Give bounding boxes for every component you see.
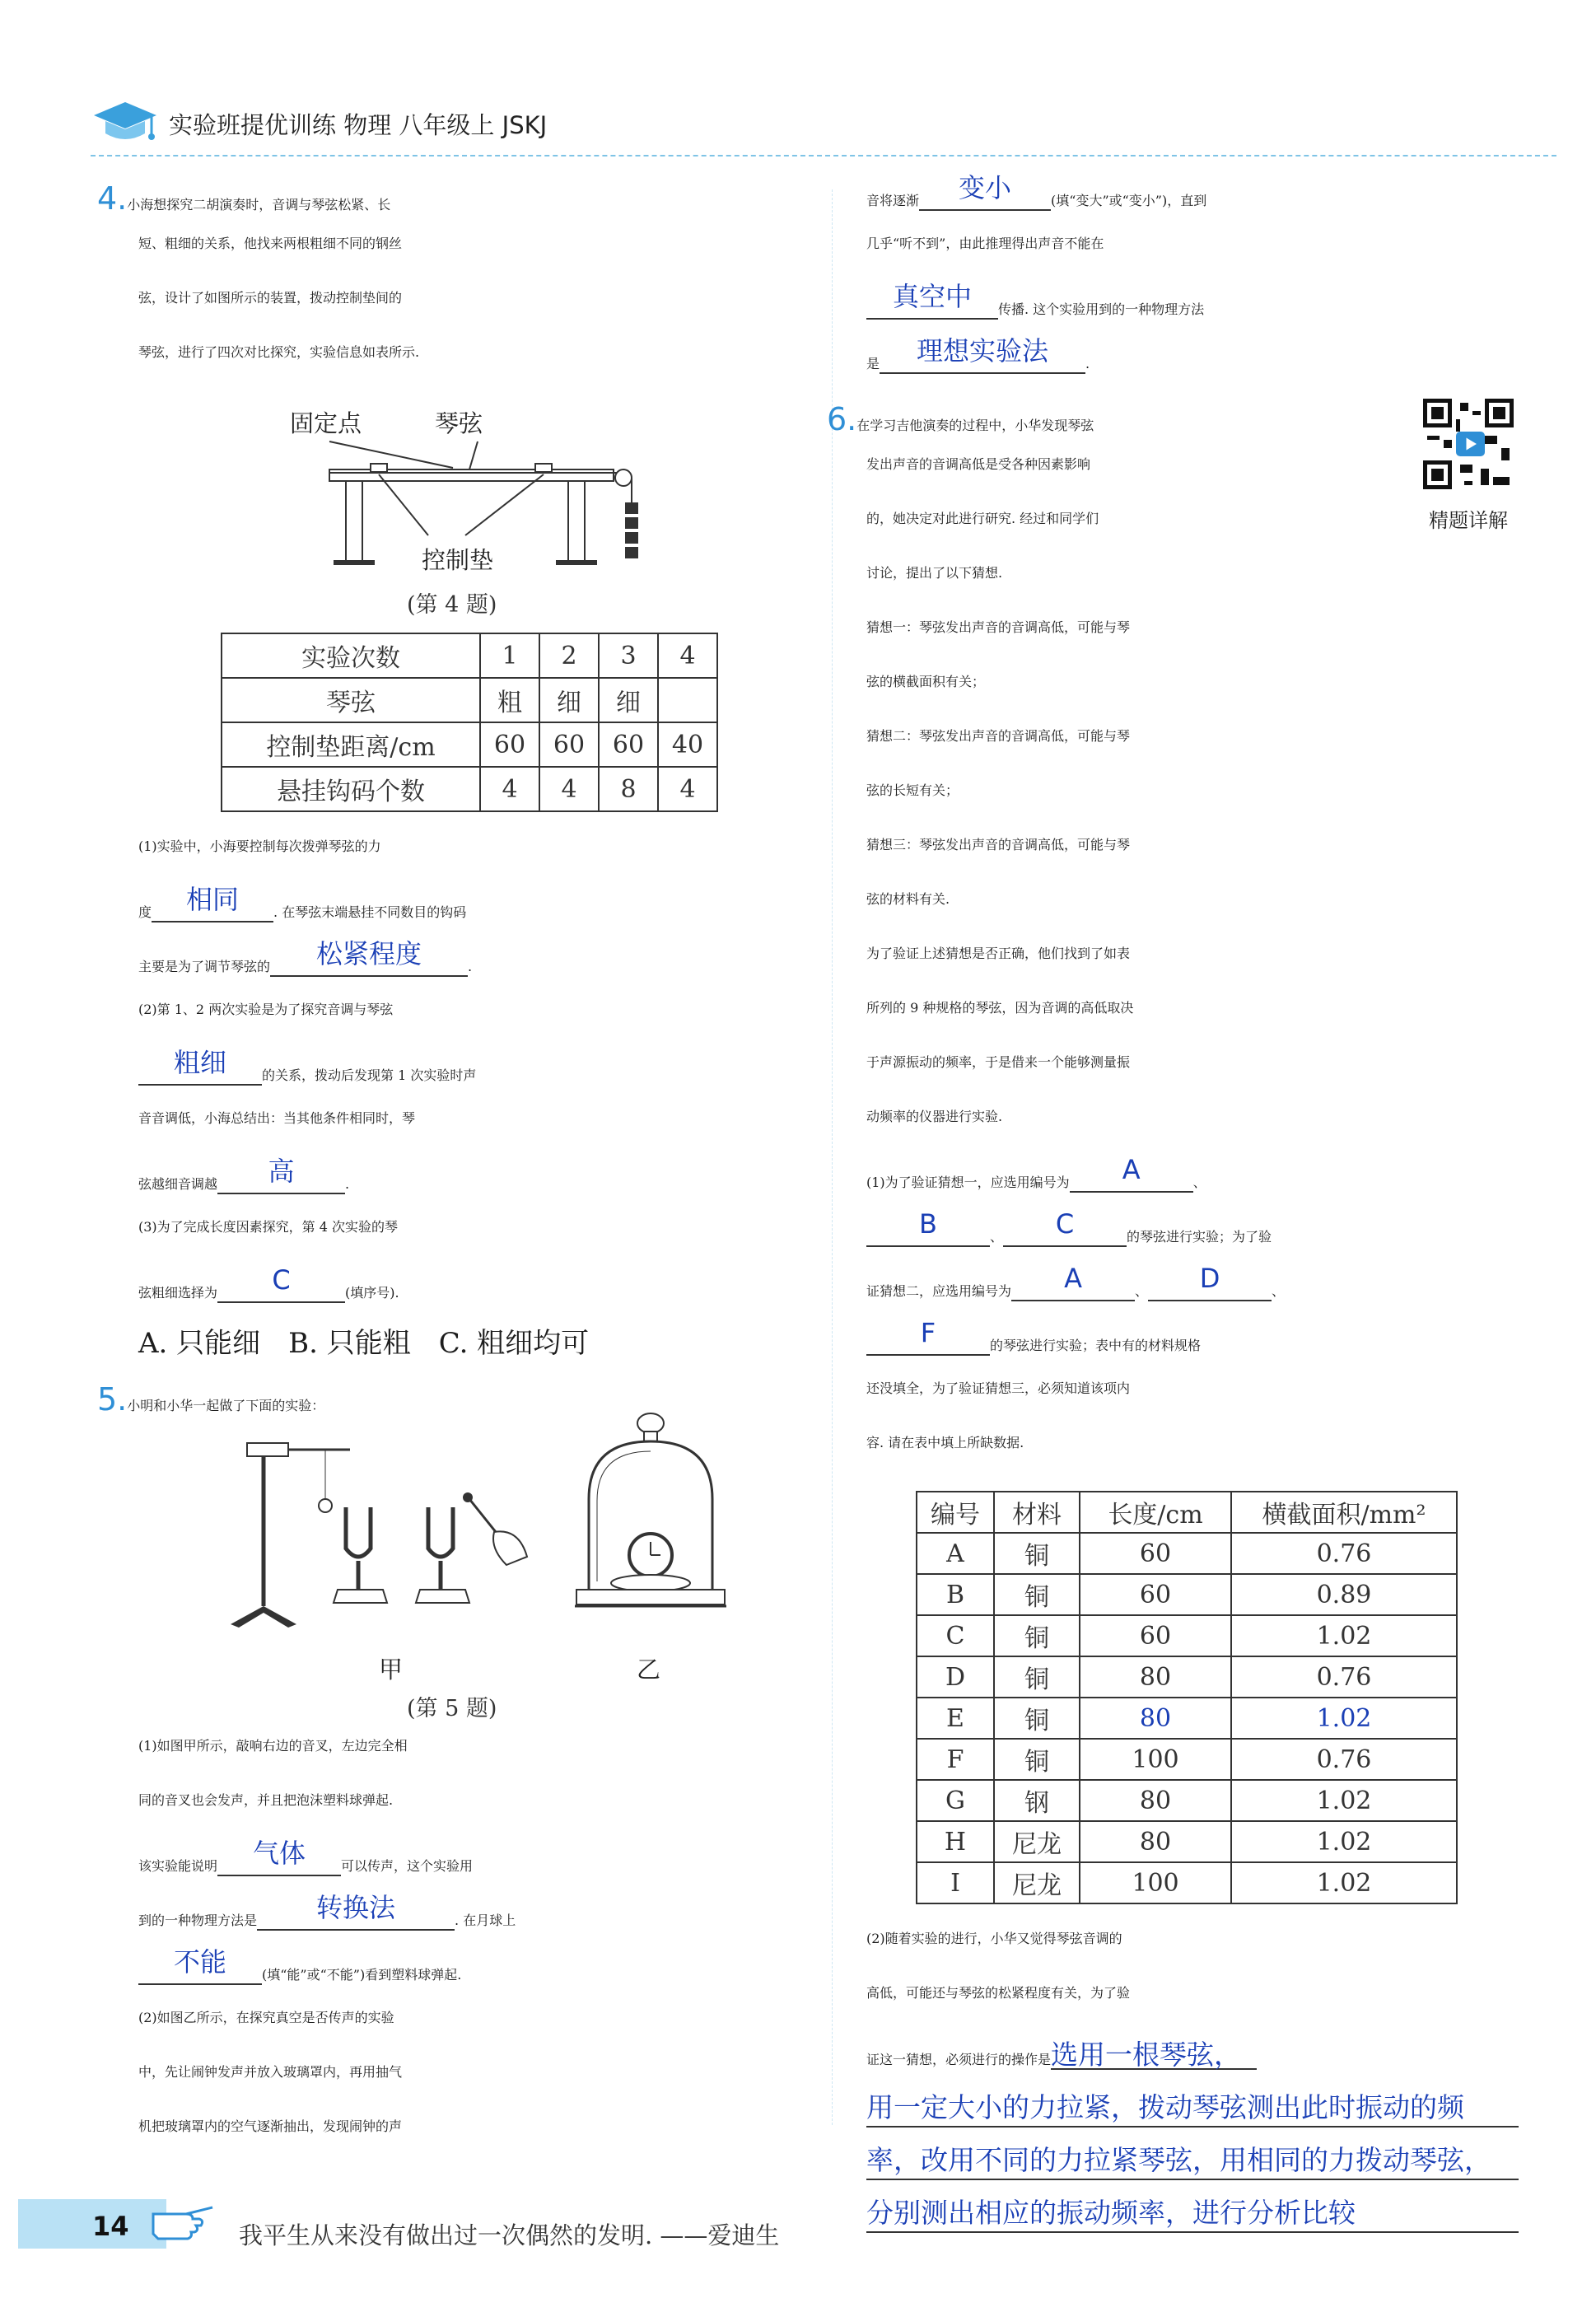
q4-options: A. 只能细 B. 只能粗 C. 粗细均可 <box>138 1327 590 1360</box>
q6-table-answer-length: 80 <box>1080 1698 1231 1739</box>
q5-p1-line-5: 不能 (填“能”或“不能”)看到塑料球弹起. <box>138 1957 461 1985</box>
q6-answer-1: A <box>1122 1154 1141 1185</box>
q4-p1-line-3: 主要是为了调节琴弦的 松紧程度 . <box>138 949 472 977</box>
qr-code-icon[interactable] <box>1423 399 1514 489</box>
q4-p3-line-2: 弦粗细选择为 C (填序号). <box>138 1275 399 1303</box>
table-row: 琴弦 粗 细 细 <box>222 678 717 722</box>
graduation-cap-icon <box>92 99 158 147</box>
q6-p2-line-3: 证这一猜想，必须进行的操作是选用一根琴弦， <box>866 2041 1257 2070</box>
q4-answer-2: 松紧程度 <box>316 938 422 969</box>
q4-line-4: 琴弦，进行了四次对比探究，实验信息如表所示. <box>138 344 420 360</box>
q5-p2-line-4: 音将逐渐 变小 (填“变大”或“变小”)，直到 <box>866 183 1206 211</box>
table-row: 实验次数 1 2 3 4 <box>222 633 717 678</box>
table-row: 控制垫距离/cm 60 60 60 40 <box>222 722 717 767</box>
q6-p2-line-2: 高低，可能还与琴弦的松紧程度有关，为了验 <box>866 1985 1131 2001</box>
q5-answer-4: 变小 <box>959 172 1012 203</box>
q4-answer-1: 相同 <box>186 884 240 915</box>
q4-line-3: 弦，设计了如图所示的装置，拨动控制垫间的 <box>138 290 403 306</box>
table-row: D 铜 80 0.76 <box>917 1656 1457 1698</box>
q5-answer-3: 不能 <box>173 1946 226 1978</box>
column-divider <box>832 189 833 2125</box>
q5-p1-line-3: 该实验能说明 气体 可以传声，这个实验用 <box>138 1848 473 1876</box>
q5-p2-line-7: 是 理想实验法 . <box>866 346 1090 374</box>
q5-p1-line-2: 同的音叉也会发声，并且把泡沫塑料球弹起. <box>138 1792 394 1808</box>
q4-fig-label-pad: 控制垫 <box>422 546 494 574</box>
q4-p3-line-1: (3)为了完成长度因素探究，第 4 次实验的琴 <box>138 1219 399 1235</box>
q4-answer-5: C <box>272 1264 291 1296</box>
q5-p2-line-6: 真空中 传播. 这个实验用到的一种物理方法 <box>866 292 1204 320</box>
q6-p2-answer-line-3: 率，改用不同的力拉紧琴弦，用相同的力拨动琴弦， <box>866 2146 1519 2180</box>
q6-guess3-line-2: 弦的材料有关. <box>866 891 950 907</box>
q4-p2-line-1: (2)第 1、2 两次实验是为了探究音调与琴弦 <box>138 1002 394 1017</box>
q5-p1-line-4: 到的一种物理方法是 转换法 . 在月球上 <box>138 1903 516 1931</box>
table-header: 编号 材料 长度/cm 横截面积/mm² <box>917 1492 1457 1533</box>
q6-answer-2: B <box>919 1208 937 1240</box>
table-row: H 尼龙 80 1.02 <box>917 1821 1457 1862</box>
page-number: 14 <box>92 2211 129 2242</box>
q6-table-answer-area: 1.02 <box>1231 1698 1457 1739</box>
q6-p1-line-4: F 的琴弦进行实验；表中有的材料规格 <box>866 1328 1201 1356</box>
q5-tuning-fork-figure <box>222 1433 535 1639</box>
q4-p1-line-2: 度 相同 . 在琴弦末端悬挂不同数目的钩码 <box>138 894 466 922</box>
q6-intro-line-1: 为了验证上述猜想是否正确，他们找到了如表 <box>866 946 1131 961</box>
q5-answer-5: 真空中 <box>892 281 972 312</box>
q6-line-2: 发出声音的音调高低是受各种因素影响 <box>866 456 1091 472</box>
table-row: A 铜 60 0.76 <box>917 1533 1457 1574</box>
pointing-hand-icon <box>150 2198 216 2244</box>
qr-label: 精题详解 <box>1429 509 1508 532</box>
table-row: C 铜 60 1.02 <box>917 1615 1457 1656</box>
q4-line-2: 短、粗细的关系，他找来两根粗细不同的钢丝 <box>138 236 403 251</box>
q6-answer-5: D <box>1199 1263 1220 1294</box>
q4-p2-line-2: 粗细 的关系，拨动后发现第 1 次实验时声 <box>138 1058 476 1086</box>
q5-number: 5. <box>97 1381 128 1418</box>
q6-intro-line-2: 所列的 9 种规格的琴弦，因为音调的高低取决 <box>866 1000 1134 1016</box>
q4-figure-caption: (第 4 题) <box>407 592 497 618</box>
q6-p1-line-5: 还没填全，为了验证猜想三，必须知道该项内 <box>866 1380 1131 1396</box>
table-row: G 钢 80 1.02 <box>917 1780 1457 1821</box>
table-row: I 尼龙 100 1.02 <box>917 1862 1457 1903</box>
header-divider <box>91 155 1556 156</box>
footer-quote: 我平生从来没有做出过一次偶然的发明. ——爱迪生 <box>239 2221 780 2249</box>
q4-p1-line-1: (1)实验中，小海要控制每次拨弹琴弦的力 <box>138 838 381 854</box>
q6-p1-line-2: B 、 C 的琴弦进行实验；为了验 <box>866 1219 1272 1247</box>
q6-answer-3: C <box>1055 1208 1075 1240</box>
q4-fig-label-fixed: 固定点 <box>290 409 362 437</box>
q5-figure-caption: (第 5 题) <box>407 1696 497 1721</box>
q6-table <box>916 1491 1458 1904</box>
q6-p2-answer-line-4: 分别测出相应的振动频率，进行分析比较 <box>866 2199 1519 2233</box>
q5-bell-jar-figure <box>568 1408 733 1639</box>
q6-line-1: 6.在学习吉他演奏的过程中，小华发现琴弦 <box>827 401 1094 437</box>
q6-line-3: 的，她决定对此进行研究. 经过和同学们 <box>866 511 1099 526</box>
q4-fig-label-string: 琴弦 <box>435 409 483 437</box>
q4-table <box>221 633 718 812</box>
q6-number: 6. <box>827 401 857 437</box>
q6-line-4: 讨论，提出了以下猜想. <box>866 565 1003 581</box>
q6-guess2-line-1: 猜想二：琴弦发出声音的音调高低，可能与琴 <box>866 728 1131 744</box>
q6-intro-line-3: 于声源振动的频率，于是借来一个能够测量振 <box>866 1054 1131 1070</box>
table-row: E 铜 80 1.02 <box>917 1698 1457 1739</box>
q6-p1-line-1: (1)为了验证猜想一，应选用编号为 A 、 <box>866 1165 1206 1193</box>
q6-p2-answer-line-2: 用一定大小的力拉紧，拨动琴弦测出此时振动的频 <box>866 2094 1519 2128</box>
q6-guess3-line-1: 猜想三：琴弦发出声音的音调高低，可能与琴 <box>866 837 1131 852</box>
q5-p2-line-5: 几乎“听不到”，由此推理得出声音不能在 <box>866 236 1104 251</box>
q5-answer-6: 理想实验法 <box>917 335 1049 367</box>
table-row: B 铜 60 0.89 <box>917 1574 1457 1615</box>
q4-number: 4. <box>97 180 128 217</box>
q4-p2-line-3: 音音调低，小海总结出：当其他条件相同时，琴 <box>138 1110 416 1126</box>
header-title: 实验班提优训练 物理 八年级上 JSKJ <box>169 111 548 139</box>
q5-answer-2: 转换法 <box>316 1892 396 1923</box>
q4-answer-4: 高 <box>268 1156 295 1187</box>
q5-p1-line-1: (1)如图甲所示，敲响右边的音叉，左边完全相 <box>138 1738 408 1754</box>
q5-answer-1: 气体 <box>253 1838 306 1869</box>
q6-guess2-line-2: 弦的长短有关； <box>866 782 959 798</box>
q5-line-1: 5.小明和小华一起做了下面的实验： <box>97 1381 325 1418</box>
q6-p1-line-6: 容. 请在表中填上所缺数据. <box>866 1435 1024 1450</box>
q6-answer-7: 选用一根琴弦， <box>1051 2039 1242 2071</box>
q4-line-1: 4.小海想探究二胡演奏时，音调与琴弦松紧、长 <box>97 180 391 217</box>
q5-p2-line-2: 中，先让闹钟发声并放入玻璃罩内，再用抽气 <box>138 2064 403 2080</box>
q4-p2-line-4: 弦越细音调越 高 . <box>138 1166 349 1194</box>
q6-guess1-line-1: 猜想一：琴弦发出声音的音调高低，可能与琴 <box>866 619 1131 635</box>
q6-intro-line-4: 动频率的仪器进行实验. <box>866 1109 1003 1124</box>
q6-answer-4: A <box>1064 1263 1082 1294</box>
table-row: 悬挂钩码个数 4 4 8 4 <box>222 767 717 811</box>
q4-answer-3: 粗细 <box>173 1047 226 1078</box>
q5-fig-label-b: 乙 <box>637 1656 661 1684</box>
q6-answer-6: F <box>920 1317 936 1348</box>
q6-p1-line-3: 证猜想二，应选用编号为 A 、 D 、 <box>866 1273 1285 1301</box>
q5-p2-line-3: 机把玻璃罩内的空气逐渐抽出，发现闹钟的声 <box>138 2118 403 2134</box>
q6-guess1-line-2: 弦的横截面积有关； <box>866 674 986 689</box>
q5-p2-line-1: (2)如图乙所示，在探究真空是否传声的实验 <box>138 2010 394 2025</box>
q6-p2-line-1: (2)随着实验的进行，小华又觉得琴弦音调的 <box>866 1931 1122 1946</box>
table-row: F 铜 100 0.76 <box>917 1739 1457 1780</box>
q5-fig-label-a: 甲 <box>379 1656 404 1684</box>
